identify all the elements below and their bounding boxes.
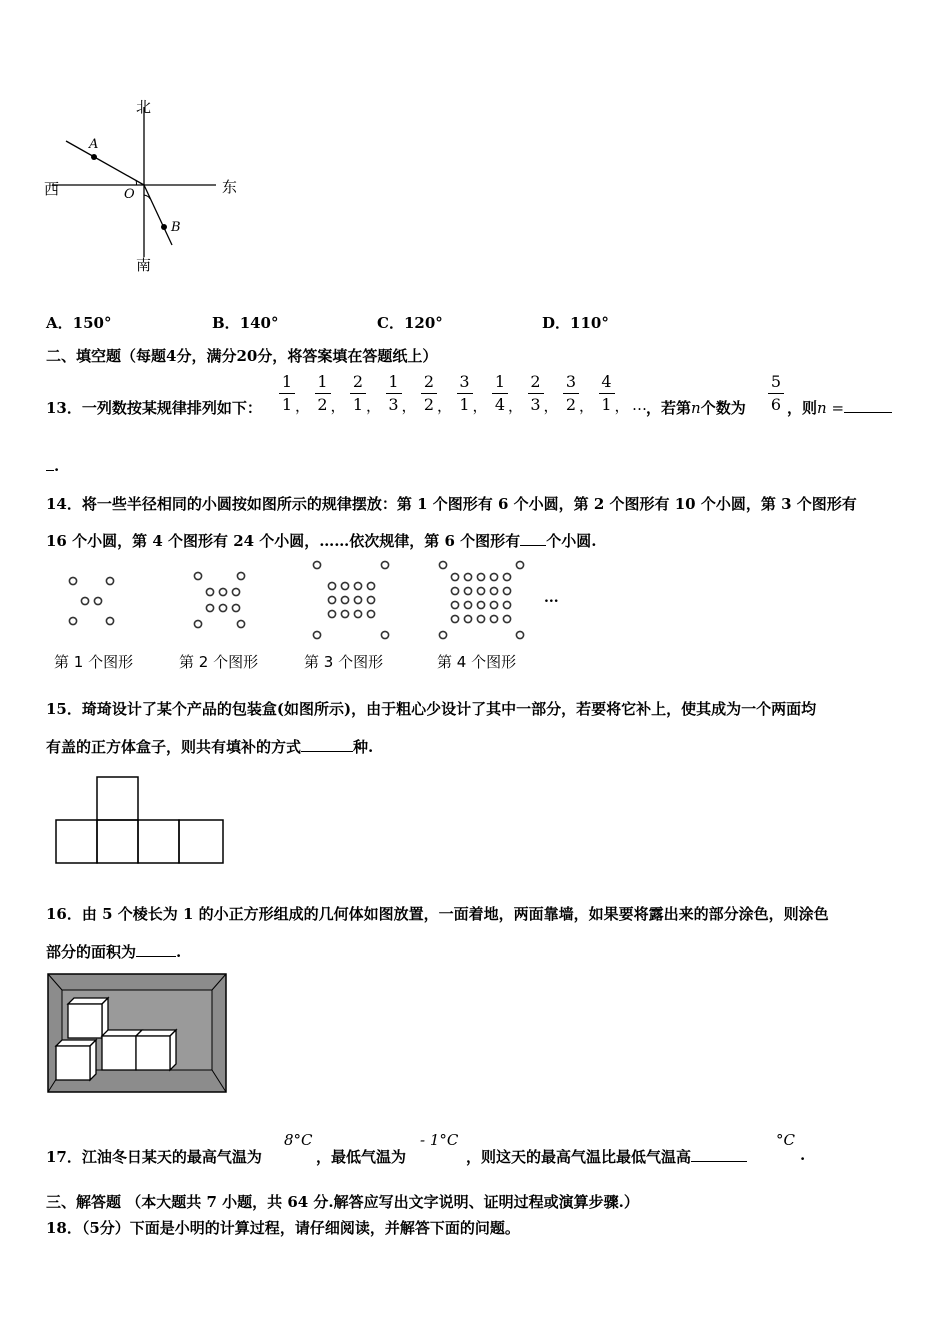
caption-figure-4: 第 4 个图形 [437, 653, 517, 671]
compass-north-label: 北 [136, 98, 152, 116]
pattern-figure-2 [194, 572, 244, 627]
q13-prefix: 13．一列数按某规律排列如下： [46, 399, 262, 417]
box-net-diagram [50, 775, 230, 870]
q13-ellipsis: … [632, 396, 647, 414]
q14-line1: 14．将一些半径相同的小圆按如图所示的规律摆放：第 1 个图形有 6 个小圆，第 2 个图形有 10 个小圆，第 3 个图形有 [46, 495, 857, 513]
q13-fraction: 2 2 [421, 372, 437, 415]
q13-fraction: 2 1 [350, 372, 366, 415]
q13-fraction: 3 2 [563, 372, 579, 415]
q17-unit: °C [776, 1131, 795, 1149]
option-a: A．150° [46, 314, 112, 332]
point-b-dot [161, 224, 167, 230]
q13-separator: ， [401, 397, 417, 415]
q13-separator: ， [330, 397, 346, 415]
origin-label: O [124, 187, 135, 202]
caption-figure-2: 第 2 个图形 [179, 653, 259, 671]
q15-line1: 15．琦琦设计了某个产品的包装盒(如图所示)，由于粗心少设计了其中一部分，若要将它补上，使其成为一个两面均 [46, 700, 817, 718]
compass-east-label: 东 [222, 178, 238, 196]
pattern-figure-3 [313, 561, 388, 638]
angle-arc-a [136, 180, 137, 185]
q13-fraction: 1 4 [492, 372, 508, 415]
q17-low-temp: - 1°C [420, 1131, 459, 1149]
q13-fraction: 4 1 [599, 372, 615, 415]
q15-line2: 有盖的正方体盒子，则共有填补的方式 种. [46, 738, 374, 756]
q13-separator: ， [437, 397, 453, 415]
pattern-figure-4 [439, 561, 523, 638]
q13-separator: ， [295, 397, 311, 415]
ray-ob [144, 185, 172, 245]
q13-separator: ， [614, 397, 630, 415]
q13-fraction: 2 3 [528, 372, 544, 415]
section3-heading: 三、解答题 （本大题共 7 小题，共 64 分.解答应写出文字说明、证明过程或演算步骤.） [46, 1193, 639, 1211]
section2-heading: 二、填空题（每题4分，满分20分，将答案填在答题纸上） [46, 347, 438, 365]
caption-figure-3: 第 3 个图形 [304, 653, 384, 671]
q13-separator: ， [472, 397, 488, 415]
q13-fraction: 1 1 [279, 372, 295, 415]
compass-diagram [40, 95, 250, 280]
q13-separator: ， [579, 397, 595, 415]
cube-corner-diagram [46, 970, 231, 1095]
q16-line1: 16．由 5 个棱长为 1 的小正方形组成的几何体如图放置，一面着地，两面靠墙，如果要将露出来的部分涂色，则涂色 [46, 905, 829, 923]
q17-end: . [800, 1146, 806, 1164]
q13-line2: . [46, 456, 59, 475]
option-c: C．120° [377, 314, 443, 332]
option-b: B．140° [212, 314, 279, 332]
q16-line2: 部分的面积为 . [46, 943, 182, 961]
q13-fraction: 1 2 [315, 372, 331, 415]
compass-south-label: 南 [136, 256, 152, 274]
q13-separator: ， [366, 397, 382, 415]
point-a-dot [91, 154, 97, 160]
point-a-label: A [89, 137, 99, 152]
pattern-figure-1 [69, 577, 113, 624]
q13-target-fraction: 5 6 [768, 372, 784, 415]
q13-fraction: 3 1 [457, 372, 473, 415]
ray-oa [66, 141, 144, 185]
q13-fraction: 1 3 [386, 372, 402, 415]
q18-text: 18．（5分）下面是小明的计算过程，请仔细阅读，并解答下面的问题。 [46, 1219, 520, 1237]
point-b-label: B [171, 220, 181, 235]
q17-high-temp: 8°C [284, 1131, 313, 1149]
pattern-more-ellipsis: ... [544, 590, 559, 606]
compass-west-label: 西 [44, 180, 60, 198]
q13-middle: ，若第n个数为 [646, 399, 746, 417]
q13-separator: ， [508, 397, 524, 415]
q13-tail: ，则n = [787, 397, 892, 418]
q14-line2: 16 个小圆，第 4 个图形有 24 个小圆，……依次规律，第 6 个图形有 个小圆. [46, 532, 597, 550]
q17-prefix: 17．江油冬日某天的最高气温为 [46, 1148, 262, 1166]
q13-separator: ， [543, 397, 559, 415]
option-d: D．110° [542, 314, 609, 332]
q17-mid: ，最低气温为 [316, 1148, 407, 1166]
caption-figure-1: 第 1 个图形 [54, 653, 134, 671]
q17-mid2: ，则这天的最高气温比最低气温高 [466, 1146, 747, 1167]
